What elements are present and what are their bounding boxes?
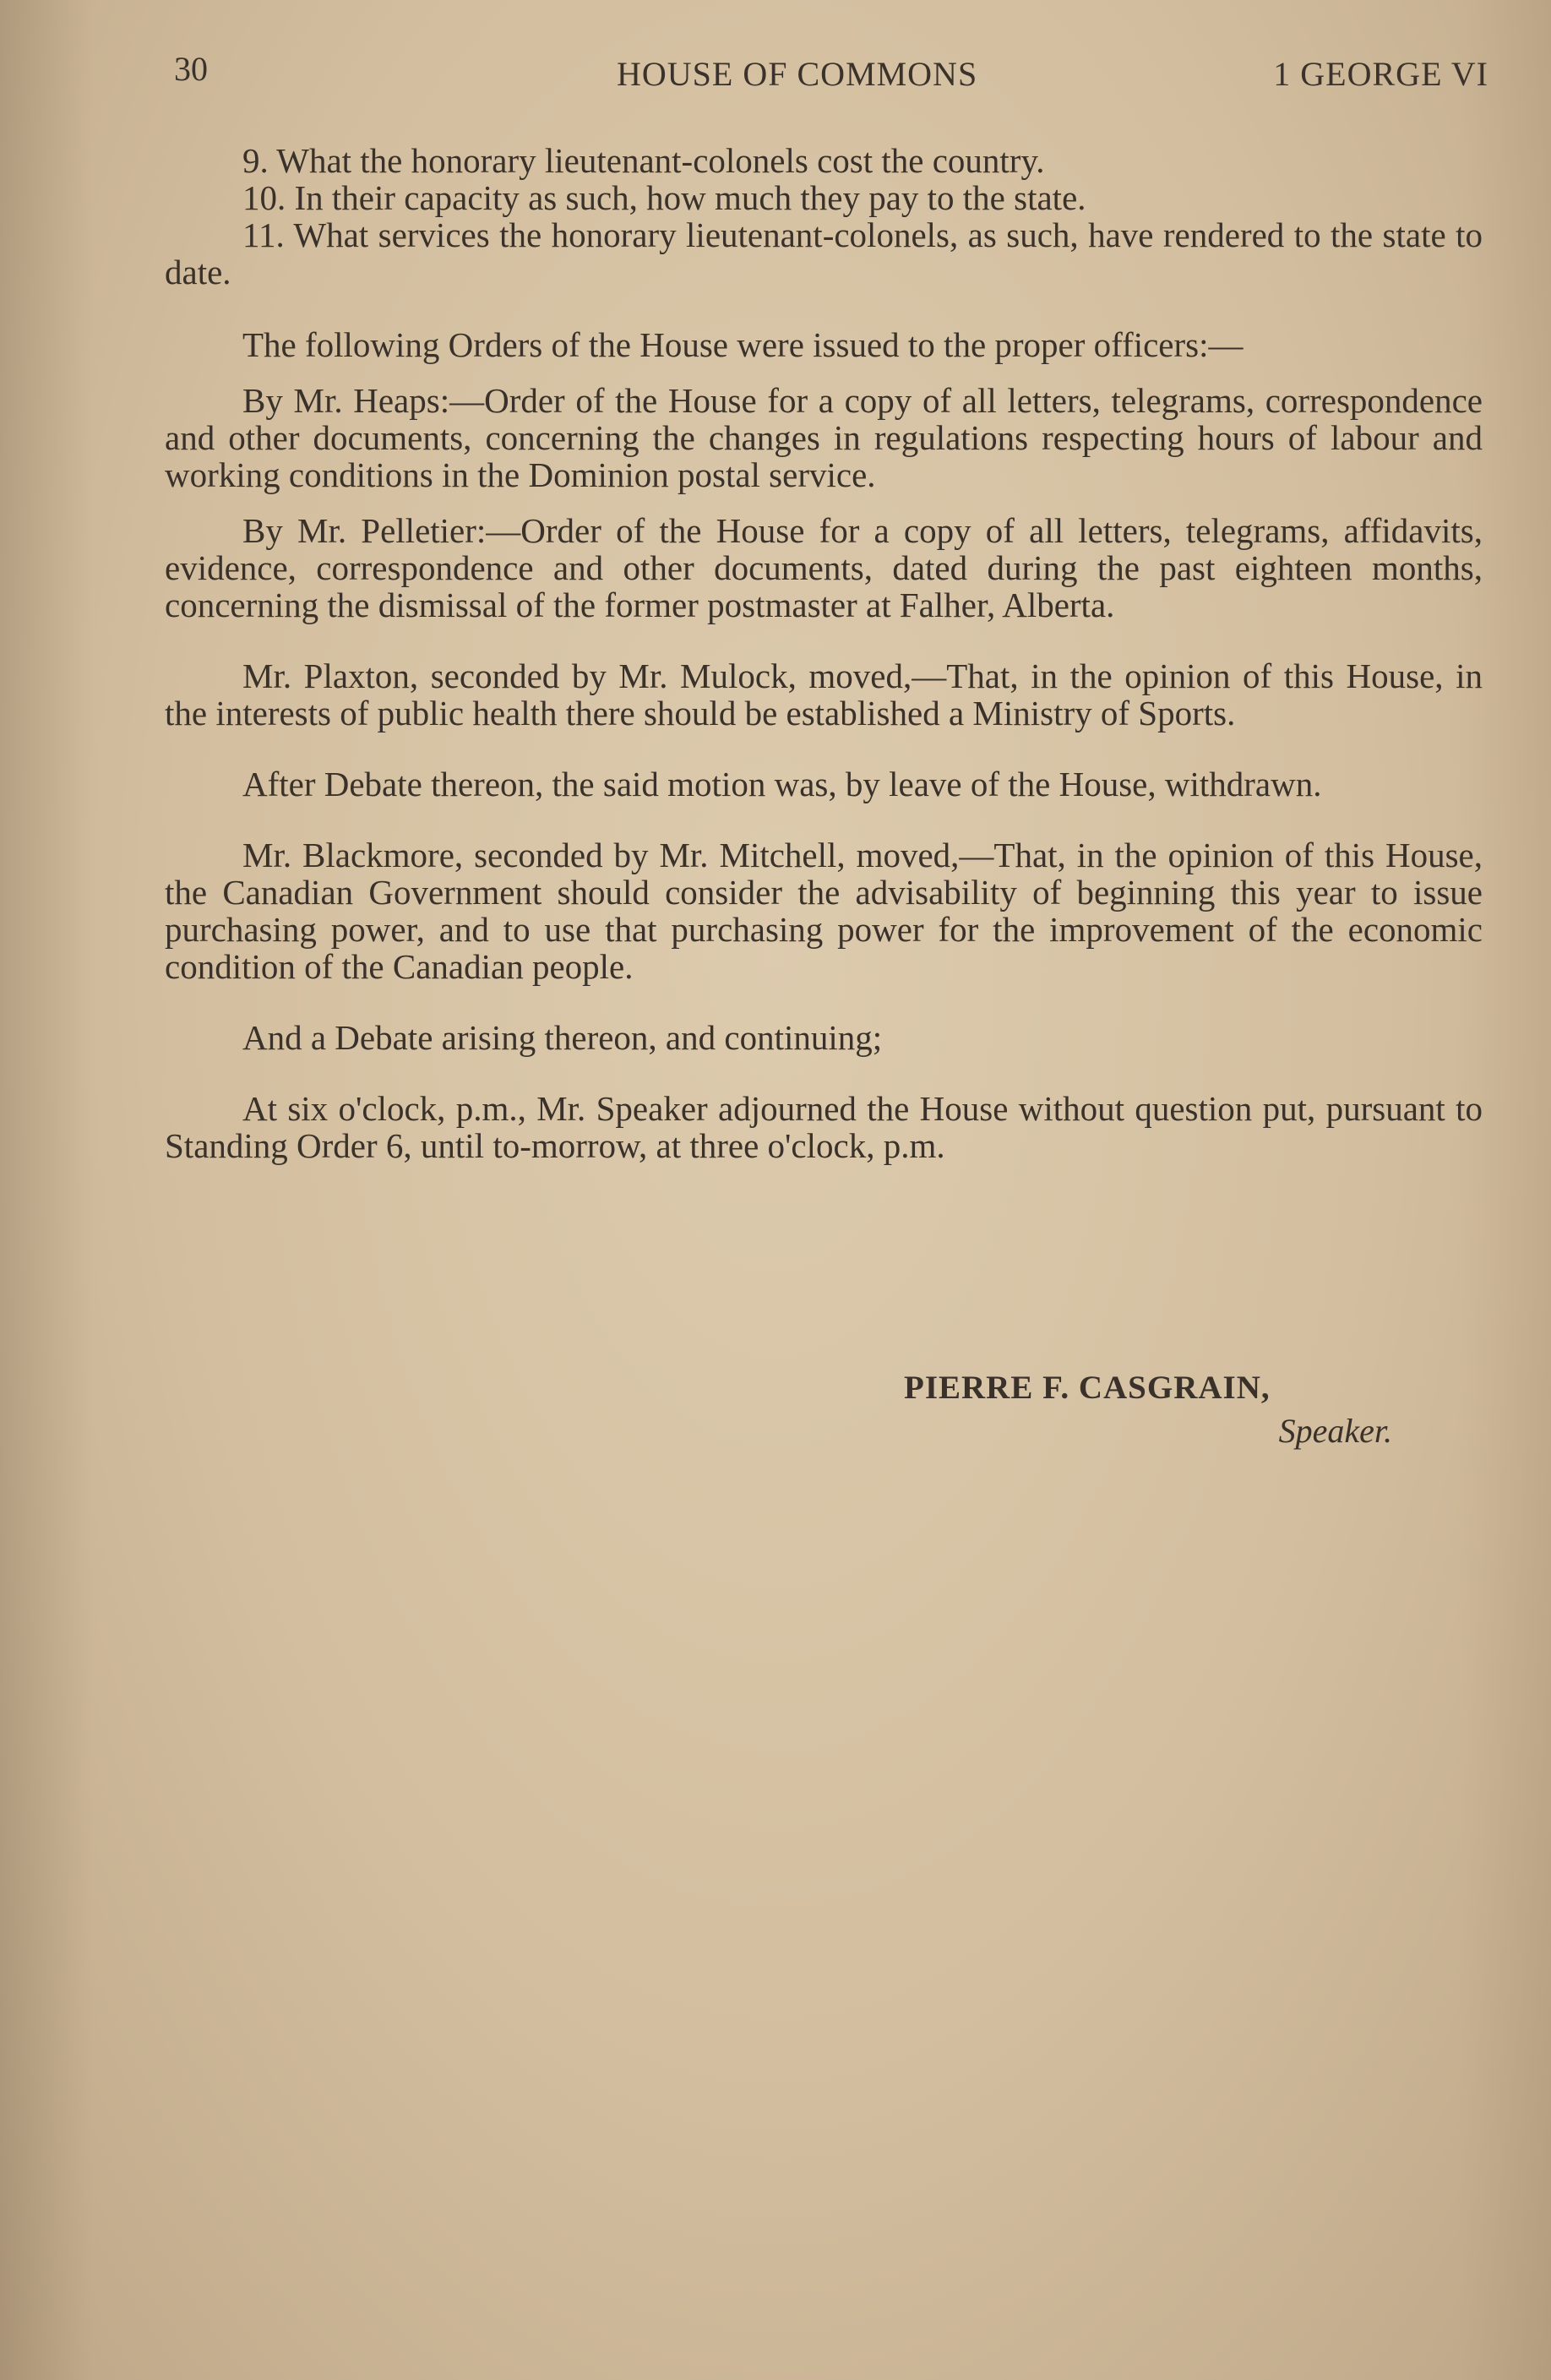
debate-continuing-paragraph: And a Debate arising thereon, and continuing; (242, 1018, 883, 1057)
order-pelletier-paragraph: By Mr. Pelletier:—Order of the House for a copy of all letters, telegrams, affidavits, evidence, correspondence and other documents, dated during the past eighteen months, concerning the dismissal of the former postmaster at Falher, Alberta. (165, 511, 1483, 624)
motion-withdrawn-paragraph: After Debate thereon, the said motion was, by leave of the House, withdrawn. (242, 765, 1322, 803)
signature-block (879, 1367, 1419, 1453)
question-item-9: 9. What the honorary lieutenant-colonels cost the country. (242, 141, 1045, 180)
order-heaps-paragraph: By Mr. Heaps:—Order of the House for a copy of all letters, telegrams, correspondence and other documents, concerning the changes in regulations respecting hours of labour and working conditions in the Dominion postal service. (165, 381, 1483, 494)
speaker-title: Speaker. (1278, 1412, 1392, 1450)
running-title: HOUSE OF COMMONS (617, 55, 978, 93)
motion-blackmore-paragraph: Mr. Blackmore, seconded by Mr. Mitchell, moved,—That, in the opinion of this House, the Canadian Government should consider the advisability of beginning this year to issue purchasing power, and to use that purchasing power for the improvement of the economic condition of the Canadian people. (165, 836, 1483, 986)
orders-intro-paragraph: The following Orders of the House were issued to the proper officers:— (242, 325, 1244, 364)
question-item-10: 10. In their capacity as such, how much they pay to the state. (242, 178, 1086, 217)
running-header (169, 52, 1488, 96)
page-number: 30 (174, 50, 208, 88)
regnal-year: 1 GEORGE VI (1273, 55, 1488, 93)
adjournment-paragraph: At six o'clock, p.m., Mr. Speaker adjourned the House without question put, pursuant to Standing Order 6, until to-morrow, at three o'clock, p.m. (165, 1089, 1483, 1165)
motion-plaxton-paragraph: Mr. Plaxton, seconded by Mr. Mulock, moved,—That, in the opinion of this House, in the interests of public health there should be established a Ministry of Sports. (165, 656, 1483, 733)
question-item-11: 11. What services the honorary lieutenant-colonels, as such, have rendered to the state to date. (165, 215, 1483, 291)
journal-body (165, 142, 1483, 1164)
speaker-name: PIERRE F. CASGRAIN, (904, 1370, 1271, 1406)
